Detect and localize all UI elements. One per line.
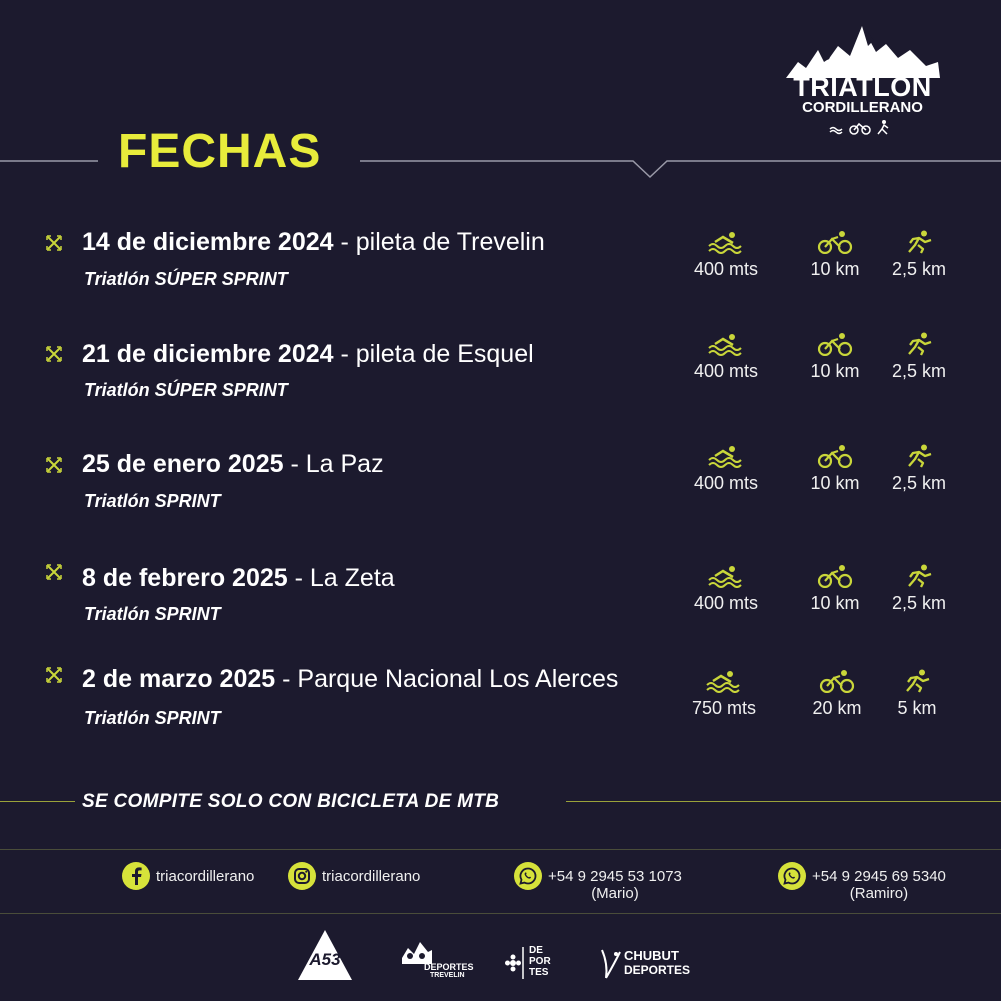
event-date-line — [82, 230, 545, 255]
event-date: 8 de febrero 2025 — [82, 564, 288, 592]
event-location: - pileta de Esquel — [333, 340, 534, 368]
swim-icon — [707, 564, 745, 588]
sponsor-deportes-line2: POR — [529, 956, 551, 967]
sponsor-a53-logo — [296, 928, 354, 986]
sponsor-chubut-line2: DEPORTES — [624, 963, 691, 977]
bike-icon — [817, 230, 853, 254]
run-icon — [903, 332, 935, 356]
event-row-4 — [0, 564, 1001, 654]
run-distance: 2,5 km — [891, 473, 947, 493]
run-distance: 2,5 km — [891, 593, 947, 613]
notice-divider-left — [0, 801, 75, 802]
x-marker-icon — [46, 564, 62, 580]
contacts-divider-top — [0, 849, 1001, 850]
sponsor-trevelin-line2: TREVELIN — [430, 972, 465, 979]
event-row-1 — [0, 228, 1001, 318]
bike-distance-block — [800, 444, 870, 492]
facebook-icon — [122, 862, 150, 890]
notice-divider-right — [566, 801, 1001, 802]
whatsapp-contact-mario[interactable] — [514, 862, 682, 902]
brand-logo — [780, 22, 945, 140]
swim-distance: 400 mts — [693, 259, 759, 279]
triathlon-sports-icon — [828, 119, 898, 135]
chubut-emblem-icon — [598, 946, 622, 980]
bike-distance: 10 km — [810, 473, 860, 493]
event-type: Triatlón SPRINT — [84, 708, 221, 728]
swim-distance: 400 mts — [693, 593, 759, 613]
mtb-notice: SE COMPITE SOLO CON BICICLETA DE MTB — [82, 791, 500, 812]
bike-distance: 10 km — [810, 259, 860, 279]
swim-icon — [705, 669, 743, 693]
page-title: FECHAS — [118, 125, 322, 178]
swim-distance-block — [684, 230, 768, 278]
bike-distance: 10 km — [810, 593, 860, 613]
facebook-handle: triacordillerano — [156, 868, 255, 885]
run-distance-block — [882, 564, 956, 612]
event-date-line — [82, 342, 534, 367]
event-row-2 — [0, 340, 1001, 430]
instagram-icon — [288, 862, 316, 890]
sponsor-a53-text: A53 — [309, 950, 341, 969]
event-type: Triatlón SPRINT — [84, 491, 221, 511]
flower-emblem-icon — [505, 945, 525, 981]
event-location: - pileta de Trevelin — [333, 228, 545, 256]
swim-distance-block — [682, 669, 766, 717]
x-marker-icon — [46, 235, 62, 251]
header-divider — [0, 150, 1001, 180]
bike-icon — [817, 332, 853, 356]
event-row-5 — [0, 667, 1001, 757]
sponsor-deportes-logo — [505, 945, 563, 981]
brand-line1: TRIATLÓN — [793, 72, 932, 102]
event-date: 25 de enero 2025 — [82, 450, 284, 478]
facebook-link[interactable] — [122, 862, 254, 902]
whatsapp-contact-name: (Ramiro) — [849, 885, 909, 903]
event-location: - La Zeta — [287, 564, 395, 592]
event-date-line — [82, 667, 618, 692]
sponsor-trevelin-logo — [400, 940, 472, 984]
x-marker-icon — [46, 346, 62, 362]
sponsor-deportes-text — [529, 945, 551, 978]
whatsapp-number-block — [548, 862, 682, 903]
whatsapp-contact-ramiro[interactable] — [778, 862, 946, 902]
event-location: - Parque Nacional Los Alerces — [275, 665, 619, 693]
run-icon — [901, 669, 933, 693]
swim-distance-block — [684, 332, 768, 380]
run-distance: 5 km — [897, 698, 937, 718]
run-distance-block — [882, 230, 956, 278]
whatsapp-number: +54 9 2945 53 1073 — [548, 868, 682, 885]
whatsapp-icon — [778, 862, 806, 890]
bike-distance-block — [800, 332, 870, 380]
event-type: Triatlón SÚPER SPRINT — [84, 269, 288, 289]
swim-distance: 400 mts — [693, 473, 759, 493]
event-date: 21 de diciembre 2024 — [82, 340, 334, 368]
sponsor-trevelin-line1: DEPORTES — [424, 962, 474, 972]
sponsor-chubut-line1: CHUBUT — [624, 948, 679, 963]
contacts-divider-bottom — [0, 913, 1001, 914]
run-distance: 2,5 km — [891, 259, 947, 279]
bike-icon — [817, 564, 853, 588]
bike-distance: 20 km — [812, 698, 862, 718]
whatsapp-contact-name: (Mario) — [591, 885, 639, 903]
event-date-line — [82, 566, 395, 591]
event-type: Triatlón SPRINT — [84, 604, 221, 624]
run-distance-block — [880, 669, 954, 717]
event-location: - La Paz — [283, 450, 384, 478]
bike-icon — [819, 669, 855, 693]
brand-line2: CORDILLERANO — [802, 99, 923, 116]
run-distance-block — [882, 444, 956, 492]
run-distance-block — [882, 332, 956, 380]
bike-icon — [817, 444, 853, 468]
swim-icon — [707, 444, 745, 468]
whatsapp-icon — [514, 862, 542, 890]
instagram-link[interactable] — [288, 862, 420, 902]
swim-distance-block — [684, 564, 768, 612]
event-date-line — [82, 452, 384, 477]
x-marker-icon — [46, 457, 62, 473]
sponsor-deportes-line3: TES — [529, 967, 549, 978]
sponsor-chubut-logo — [598, 946, 690, 980]
swim-icon — [707, 332, 745, 356]
run-icon — [903, 444, 935, 468]
swim-distance-block — [684, 444, 768, 492]
run-icon — [903, 230, 935, 254]
swim-distance: 400 mts — [693, 361, 759, 381]
bike-distance: 10 km — [810, 361, 860, 381]
instagram-handle: triacordillerano — [322, 868, 421, 885]
bike-distance-block — [800, 230, 870, 278]
event-type: Triatlón SÚPER SPRINT — [84, 380, 288, 400]
event-row-3 — [0, 450, 1001, 540]
whatsapp-number-block — [812, 862, 946, 903]
x-marker-icon — [46, 667, 62, 683]
run-distance: 2,5 km — [891, 361, 947, 381]
bike-distance-block — [802, 669, 872, 717]
swim-distance: 750 mts — [691, 698, 757, 718]
run-icon — [903, 564, 935, 588]
event-date: 2 de marzo 2025 — [82, 665, 276, 693]
sponsor-deportes-line1: DE — [529, 945, 543, 956]
event-date: 14 de diciembre 2024 — [82, 228, 334, 256]
whatsapp-number: +54 9 2945 69 5340 — [812, 868, 946, 885]
sponsor-a53-sub: EVENTOS — [303, 970, 347, 980]
swim-icon — [707, 230, 745, 254]
bike-distance-block — [800, 564, 870, 612]
